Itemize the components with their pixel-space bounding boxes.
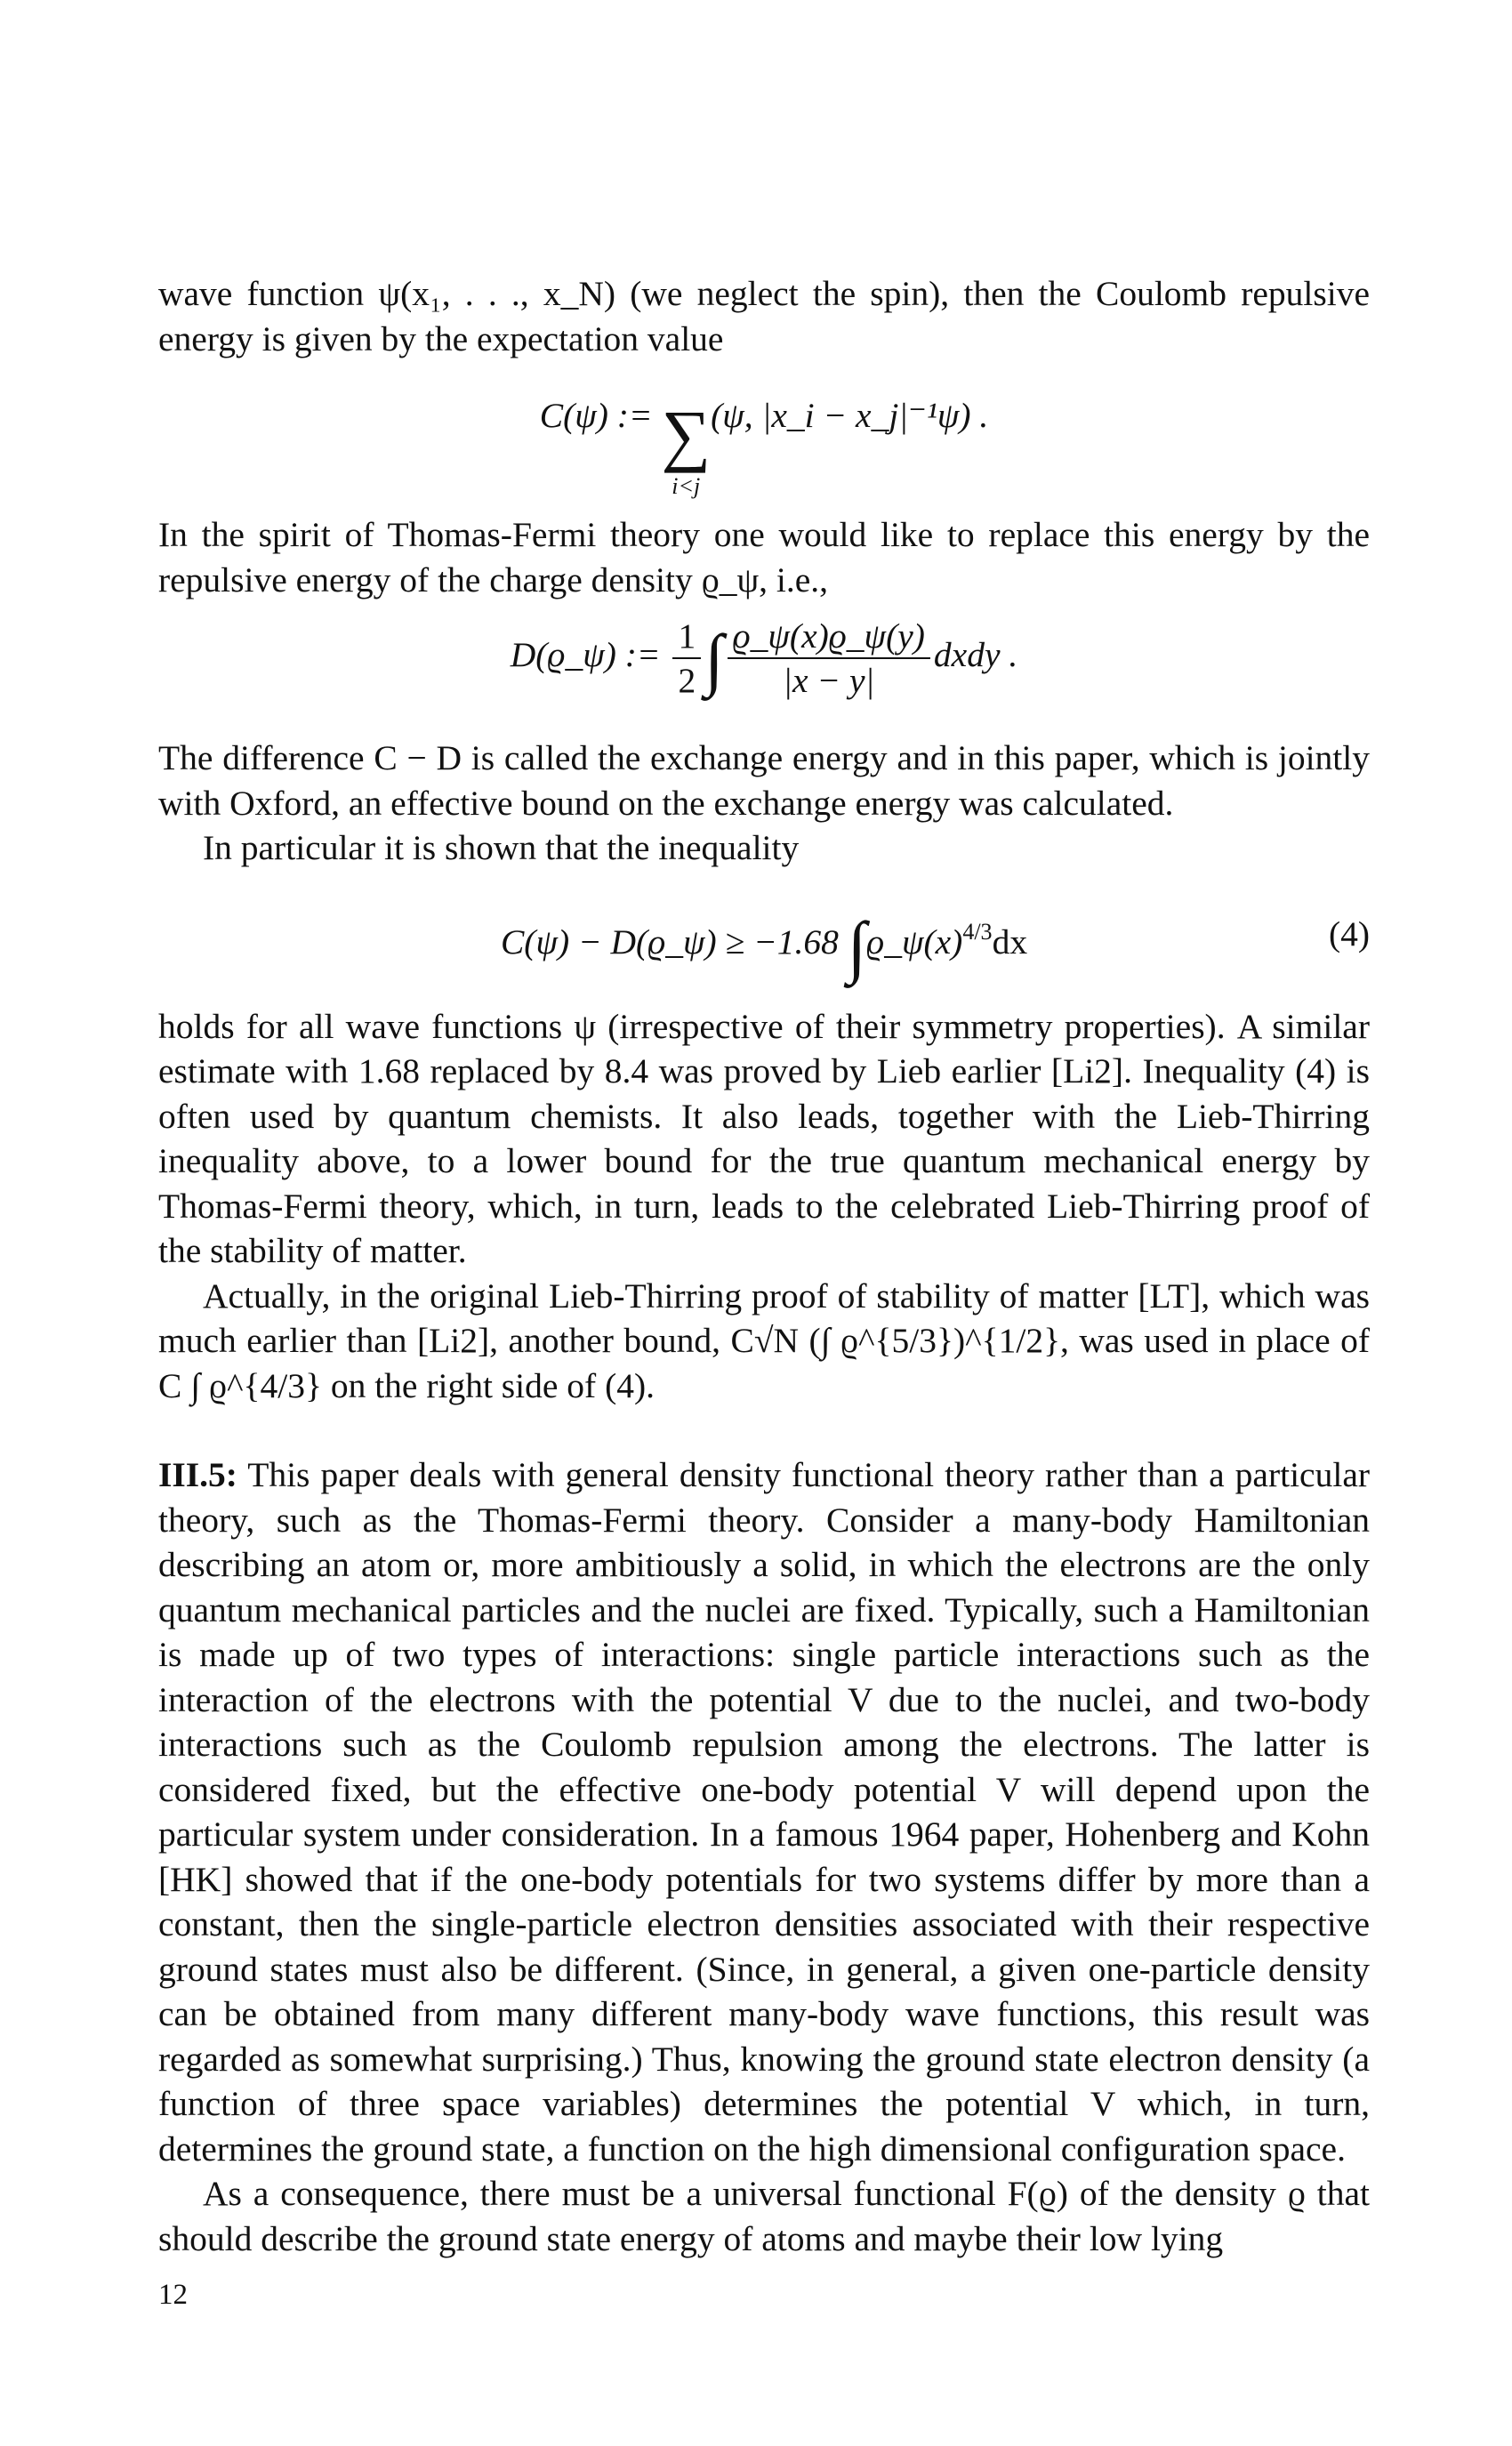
- paragraph-8: As a consequence, there must be a universal functional F(ϱ) of the density ϱ that should describe the ground state energy of atoms and maybe their low lying: [158, 2174, 1370, 2258]
- sum-symbol-icon: ∑: [661, 396, 712, 473]
- eq2-coefficient: [672, 616, 701, 700]
- paragraph-1: wave function ψ(x₁, . . ., x_N) (we neglect the spin), then the Coulomb repulsive energy is given by the expectation value: [158, 274, 1370, 358]
- eq2-lhs: D(ϱ_ψ) :=: [510, 635, 670, 675]
- paragraph-3: The difference C − D is called the exchange energy and in this paper, which is jointly with Oxford, an effective bound on the exchange energy was calculated.: [158, 738, 1370, 823]
- section-label: III.5:: [158, 1455, 237, 1494]
- paragraph-5: holds for all wave functions ψ (irrespective of their symmetry properties). A similar estimate with 1.68 replaced by 8.4 was proved by Lieb earlier [Li2]. Inequality (4) is often used by quantum chemists. It also leads, together with the Lieb-Thirring inequality above, to a lower bound for the true quantum mechanical energy by Thomas-Fermi theory, which, in turn, leads to the celebrated Lieb-Thirring proof of the stability of matter.: [158, 1006, 1370, 1270]
- equation-hartree-energy: [158, 602, 1370, 736]
- eq3-body: ϱ_ψ(x): [866, 921, 963, 962]
- eq3-tail: dx: [992, 921, 1028, 962]
- eq1-sum: [661, 395, 711, 498]
- equation-number: (4): [1328, 913, 1370, 953]
- eq2-numerator: ϱ_ψ(x)ϱ_ψ(y): [728, 616, 930, 659]
- eq2-denominator: |x − y|: [783, 661, 875, 700]
- paragraph-7-text: This paper deals with general density functional theory rather than a particular theory, such as the Thomas-Fermi theory. Consider a many-body Hamiltonian describing an atom or, more ambitiously a solid, in which the electrons are the only quantum mechanical particles and the nuclei are fixed. Typically, such a Hamiltonian is made up of two types of interactions: single particle interactions such as the interaction of the electrons with the potential V due to the nuclei, and two-body interactions such as the Coulomb repulsion among the electrons. The latter is considered fixed, but the effective one-body potential V will depend upon the particular system under consideration. In a famous 1964 paper, Hohenberg and Kohn [HK] showed that if the one-body potentials for two systems differ by more than a constant, then the single-particle electron densities associated with their respective ground states must also be different. (Since, in general, a given one-particle density can be obtained from many different many-body wave functions, this result was regarded as somewhat surprising.) Thus, knowing the ground state electron density (a function of three space variables) determines the potential V which, in turn, determines the ground state, a function on the high dimensional configuration space.: [158, 1455, 1370, 2168]
- eq3-lhs: C(ψ) − D(ϱ_ψ) ≥ −1.68: [500, 921, 848, 962]
- equation-4: [158, 871, 1370, 1004]
- integral-symbol-icon: ∫: [847, 906, 867, 985]
- eq3-exponent: 4/3: [962, 918, 993, 945]
- paragraph-6: Actually, in the original Lieb-Thirring proof of stability of matter [LT], which was much earlier than [Li2], another bound, C√N (∫ ϱ^{5/3})^{1/2}, was used in place of C ∫ ϱ^{4/3} on the right side of (4).: [158, 1275, 1370, 1405]
- page-number: 12: [158, 2279, 188, 2311]
- integral-symbol-icon: ∫: [704, 620, 724, 698]
- paragraph-4: In particular it is shown that the inequality: [203, 828, 800, 867]
- eq2-tail: dxdy .: [933, 635, 1018, 675]
- equation-coulomb-energy: [158, 361, 1370, 512]
- eq1-sum-index: i<j: [672, 473, 701, 499]
- paragraph-7: [158, 1452, 1370, 2171]
- eq2-coef-den: 2: [678, 661, 696, 700]
- eq2-fraction: [728, 616, 930, 700]
- page-body: [158, 271, 1370, 2261]
- paragraph-2: In the spirit of Thomas-Fermi theory one would like to replace this energy by the repulsive energy of the charge density ϱ_ψ, i.e.,: [158, 515, 1370, 599]
- eq2-coef-num: 1: [672, 616, 701, 659]
- eq1-body: (ψ, |x_i − x_j|⁻¹ψ) .: [711, 396, 989, 435]
- eq1-lhs: C(ψ) :=: [539, 396, 662, 435]
